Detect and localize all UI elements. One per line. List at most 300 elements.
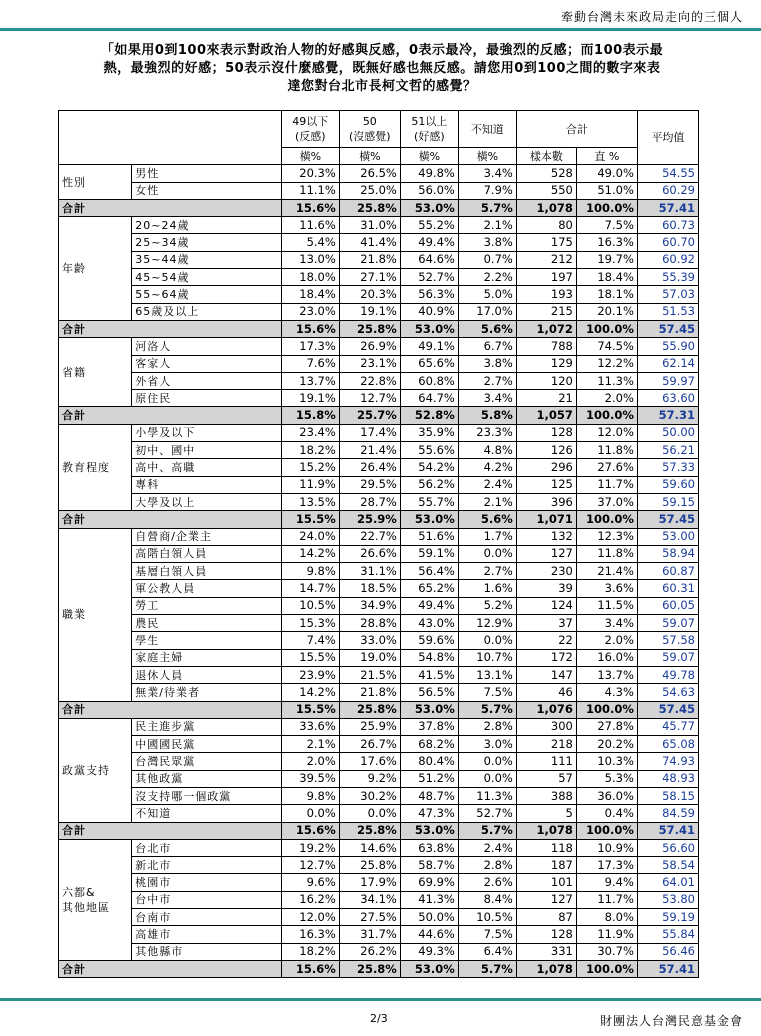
value-cell: 11.9% (576, 926, 637, 943)
value-cell: 2.8% (458, 857, 516, 874)
total-value-cell: 53.0% (400, 511, 458, 528)
value-cell: 17.3% (576, 857, 637, 874)
value-cell: 56.3% (400, 286, 458, 303)
total-value-cell: 25.8% (339, 960, 400, 977)
value-cell: 49.4% (400, 597, 458, 614)
value-cell: 36.0% (576, 787, 637, 804)
subgroup-label: 不知道 (132, 805, 282, 822)
value-cell: 54.2% (400, 459, 458, 476)
value-cell: 26.5% (339, 165, 400, 182)
value-cell: 59.6% (400, 632, 458, 649)
total-value-cell: 1,057 (516, 407, 576, 424)
subgroup-label: 軍公教人員 (132, 580, 282, 597)
value-cell: 30.2% (339, 787, 400, 804)
subheader-col-pct: 直 % (576, 148, 637, 165)
value-cell: 197 (516, 269, 576, 286)
value-cell: 28.8% (339, 615, 400, 632)
value-cell: 21.5% (339, 666, 400, 683)
subgroup-label: 65歲及以上 (132, 303, 282, 320)
group-label: 職業 (59, 528, 132, 701)
value-cell: 23.4% (281, 424, 339, 441)
average-cell: 53.80 (637, 891, 698, 908)
value-cell: 48.7% (400, 787, 458, 804)
subgroup-label: 55~64歲 (132, 286, 282, 303)
table-corner (59, 111, 282, 165)
subgroup-label: 家庭主婦 (132, 649, 282, 666)
value-cell: 26.7% (339, 736, 400, 753)
subgroup-label: 無業/待業者 (132, 684, 282, 701)
value-cell: 44.6% (400, 926, 458, 943)
value-cell: 17.9% (339, 874, 400, 891)
average-cell: 56.46 (637, 943, 698, 960)
value-cell: 28.7% (339, 493, 400, 510)
total-value-cell: 15.6% (281, 199, 339, 216)
value-cell: 7.5% (458, 926, 516, 943)
average-cell: 56.60 (637, 839, 698, 856)
value-cell: 51.2% (400, 770, 458, 787)
table-row (59, 165, 699, 182)
value-cell: 230 (516, 563, 576, 580)
total-row (59, 320, 699, 337)
average-cell: 58.94 (637, 545, 698, 562)
value-cell: 21.4% (576, 563, 637, 580)
subheader-row-pct: 橫% (281, 148, 339, 165)
value-cell: 14.2% (281, 684, 339, 701)
value-cell: 69.9% (400, 874, 458, 891)
value-cell: 31.1% (339, 563, 400, 580)
value-cell: 55.2% (400, 217, 458, 234)
average-cell: 60.87 (637, 563, 698, 580)
total-value-cell: 100.0% (576, 199, 637, 216)
page-number: 2/3 (370, 1012, 388, 1025)
question-text (62, 42, 702, 96)
total-average-cell: 57.41 (637, 199, 698, 216)
total-row (59, 407, 699, 424)
subgroup-label: 原住民 (132, 390, 282, 407)
col-header-negative-range: 49以下 (292, 115, 329, 128)
value-cell: 26.4% (339, 459, 400, 476)
subheader-row-pct: 橫% (400, 148, 458, 165)
value-cell: 7.4% (281, 632, 339, 649)
subgroup-label: 民主進步黨 (132, 718, 282, 735)
subgroup-label: 35~44歲 (132, 251, 282, 268)
value-cell: 19.1% (339, 303, 400, 320)
value-cell: 20.3% (339, 286, 400, 303)
value-cell: 16.0% (576, 649, 637, 666)
total-value-cell: 15.6% (281, 960, 339, 977)
value-cell: 23.0% (281, 303, 339, 320)
subgroup-label: 學生 (132, 632, 282, 649)
value-cell: 6.7% (458, 338, 516, 355)
value-cell: 10.3% (576, 753, 637, 770)
table-row (59, 718, 699, 735)
value-cell: 0.0% (281, 805, 339, 822)
subheader-row-pct: 橫% (339, 148, 400, 165)
subgroup-label: 45~54歲 (132, 269, 282, 286)
total-value-cell: 5.6% (458, 320, 516, 337)
value-cell: 5.2% (458, 597, 516, 614)
value-cell: 9.2% (339, 770, 400, 787)
value-cell: 8.0% (576, 909, 637, 926)
subgroup-label: 客家人 (132, 355, 282, 372)
total-row (59, 960, 699, 977)
value-cell: 26.2% (339, 943, 400, 960)
table-row (59, 563, 699, 580)
value-cell: 3.4% (576, 615, 637, 632)
group-label: 性別 (59, 165, 132, 200)
value-cell: 47.3% (400, 805, 458, 822)
value-cell: 300 (516, 718, 576, 735)
value-cell: 6.4% (458, 943, 516, 960)
table-row (59, 684, 699, 701)
value-cell: 55.7% (400, 493, 458, 510)
value-cell: 46 (516, 684, 576, 701)
value-cell: 17.6% (339, 753, 400, 770)
value-cell: 19.7% (576, 251, 637, 268)
subgroup-label: 其他縣市 (132, 943, 282, 960)
value-cell: 13.7% (576, 666, 637, 683)
value-cell: 0.0% (458, 753, 516, 770)
average-cell: 50.00 (637, 424, 698, 441)
total-label: 合計 (59, 822, 282, 839)
value-cell: 25.9% (339, 718, 400, 735)
value-cell: 49.3% (400, 943, 458, 960)
value-cell: 31.0% (339, 217, 400, 234)
value-cell: 788 (516, 338, 576, 355)
value-cell: 10.7% (458, 649, 516, 666)
value-cell: 43.0% (400, 615, 458, 632)
value-cell: 7.5% (576, 217, 637, 234)
value-cell: 18.5% (339, 580, 400, 597)
total-value-cell: 25.8% (339, 822, 400, 839)
table-row (59, 493, 699, 510)
value-cell: 13.0% (281, 251, 339, 268)
value-cell: 218 (516, 736, 576, 753)
table-body (59, 165, 699, 978)
value-cell: 14.2% (281, 545, 339, 562)
subgroup-label: 其他政黨 (132, 770, 282, 787)
value-cell: 2.0% (281, 753, 339, 770)
average-cell: 84.59 (637, 805, 698, 822)
value-cell: 193 (516, 286, 576, 303)
value-cell: 41.4% (339, 234, 400, 251)
group-label-line: 其他地區 (62, 900, 110, 914)
value-cell: 0.0% (458, 770, 516, 787)
value-cell: 0.0% (458, 545, 516, 562)
total-value-cell: 5.7% (458, 822, 516, 839)
value-cell: 18.2% (281, 442, 339, 459)
value-cell: 49.8% (400, 165, 458, 182)
value-cell: 56.2% (400, 476, 458, 493)
table-row (59, 926, 699, 943)
table-row (59, 805, 699, 822)
value-cell: 3.8% (458, 355, 516, 372)
value-cell: 7.5% (458, 684, 516, 701)
table-row (59, 943, 699, 960)
table-row (59, 234, 699, 251)
value-cell: 17.0% (458, 303, 516, 320)
group-label: 省籍 (59, 338, 132, 407)
value-cell: 80 (516, 217, 576, 234)
table-row (59, 615, 699, 632)
value-cell: 22.7% (339, 528, 400, 545)
total-label: 合計 (59, 199, 282, 216)
value-cell: 56.4% (400, 563, 458, 580)
value-cell: 22 (516, 632, 576, 649)
group-label (59, 839, 132, 960)
table-row (59, 666, 699, 683)
value-cell: 63.8% (400, 839, 458, 856)
value-cell: 58.7% (400, 857, 458, 874)
total-label: 合計 (59, 320, 282, 337)
value-cell: 2.1% (458, 217, 516, 234)
value-cell: 11.9% (281, 476, 339, 493)
average-cell: 74.93 (637, 753, 698, 770)
average-cell: 57.58 (637, 632, 698, 649)
value-cell: 17.4% (339, 424, 400, 441)
value-cell: 331 (516, 943, 576, 960)
subgroup-label: 台北市 (132, 839, 282, 856)
value-cell: 0.4% (576, 805, 637, 822)
total-value-cell: 5.7% (458, 960, 516, 977)
total-row (59, 511, 699, 528)
subgroup-label: 20~24歲 (132, 217, 282, 234)
value-cell: 11.7% (576, 476, 637, 493)
total-value-cell: 15.5% (281, 701, 339, 718)
value-cell: 25.0% (339, 182, 400, 199)
value-cell: 4.8% (458, 442, 516, 459)
average-cell: 59.15 (637, 493, 698, 510)
value-cell: 12.7% (339, 390, 400, 407)
total-value-cell: 53.0% (400, 199, 458, 216)
subheader-sample-size: 樣本數 (516, 148, 576, 165)
value-cell: 49.1% (400, 338, 458, 355)
value-cell: 7.9% (458, 182, 516, 199)
total-value-cell: 1,071 (516, 511, 576, 528)
value-cell: 59.1% (400, 545, 458, 562)
value-cell: 39 (516, 580, 576, 597)
total-row (59, 199, 699, 216)
total-row (59, 822, 699, 839)
value-cell: 3.8% (458, 234, 516, 251)
col-header-unknown: 不知道 (458, 111, 516, 148)
value-cell: 39.5% (281, 770, 339, 787)
col-header-neutral-range: 50 (362, 115, 377, 128)
value-cell: 27.6% (576, 459, 637, 476)
total-value-cell: 1,078 (516, 960, 576, 977)
value-cell: 33.0% (339, 632, 400, 649)
table-row (59, 770, 699, 787)
total-label: 合計 (59, 960, 282, 977)
total-value-cell: 15.6% (281, 822, 339, 839)
subgroup-label: 專科 (132, 476, 282, 493)
value-cell: 7.6% (281, 355, 339, 372)
value-cell: 18.4% (281, 286, 339, 303)
value-cell: 550 (516, 182, 576, 199)
subgroup-label: 農民 (132, 615, 282, 632)
value-cell: 129 (516, 355, 576, 372)
value-cell: 16.3% (576, 234, 637, 251)
value-cell: 212 (516, 251, 576, 268)
subgroup-label: 台南市 (132, 909, 282, 926)
total-value-cell: 25.7% (339, 407, 400, 424)
total-row (59, 701, 699, 718)
table-row (59, 909, 699, 926)
value-cell: 52.7% (400, 269, 458, 286)
table-row (59, 303, 699, 320)
subgroup-label: 台灣民眾黨 (132, 753, 282, 770)
table-row (59, 753, 699, 770)
value-cell: 12.7% (281, 857, 339, 874)
value-cell: 56.5% (400, 684, 458, 701)
total-value-cell: 5.8% (458, 407, 516, 424)
average-cell: 54.55 (637, 165, 698, 182)
average-cell: 55.90 (637, 338, 698, 355)
subgroup-label: 高中、高職 (132, 459, 282, 476)
value-cell: 2.6% (458, 874, 516, 891)
value-cell: 20.2% (576, 736, 637, 753)
total-value-cell: 53.0% (400, 960, 458, 977)
value-cell: 21.4% (339, 442, 400, 459)
table-row (59, 632, 699, 649)
table-row (59, 874, 699, 891)
value-cell: 40.9% (400, 303, 458, 320)
total-value-cell: 100.0% (576, 822, 637, 839)
total-value-cell: 100.0% (576, 701, 637, 718)
value-cell: 41.3% (400, 891, 458, 908)
value-cell: 5.0% (458, 286, 516, 303)
subgroup-label: 沒支持哪一個政黨 (132, 787, 282, 804)
value-cell: 23.3% (458, 424, 516, 441)
value-cell: 68.2% (400, 736, 458, 753)
average-cell: 49.78 (637, 666, 698, 683)
value-cell: 52.7% (458, 805, 516, 822)
subheader-row-pct: 橫% (458, 148, 516, 165)
average-cell: 59.19 (637, 909, 698, 926)
value-cell: 132 (516, 528, 576, 545)
total-value-cell: 5.7% (458, 701, 516, 718)
group-label: 教育程度 (59, 424, 132, 510)
table-row (59, 251, 699, 268)
value-cell: 11.8% (576, 442, 637, 459)
average-cell: 64.01 (637, 874, 698, 891)
subgroup-label: 高階白領人員 (132, 545, 282, 562)
col-header-positive-range: 51以上 (411, 115, 448, 128)
value-cell: 9.8% (281, 787, 339, 804)
value-cell: 11.3% (576, 372, 637, 389)
value-cell: 15.3% (281, 615, 339, 632)
col-header-negative-label: (反感) (295, 130, 326, 143)
table-row (59, 736, 699, 753)
value-cell: 20.3% (281, 165, 339, 182)
total-value-cell: 100.0% (576, 960, 637, 977)
average-cell: 51.53 (637, 303, 698, 320)
value-cell: 15.2% (281, 459, 339, 476)
average-cell: 59.07 (637, 615, 698, 632)
average-cell: 54.63 (637, 684, 698, 701)
value-cell: 2.8% (458, 718, 516, 735)
value-cell: 14.7% (281, 580, 339, 597)
value-cell: 11.7% (576, 891, 637, 908)
value-cell: 18.2% (281, 943, 339, 960)
value-cell: 26.9% (339, 338, 400, 355)
value-cell: 126 (516, 442, 576, 459)
value-cell: 22.8% (339, 372, 400, 389)
subgroup-label: 河洛人 (132, 338, 282, 355)
value-cell: 10.9% (576, 839, 637, 856)
value-cell: 15.5% (281, 649, 339, 666)
value-cell: 9.8% (281, 563, 339, 580)
value-cell: 10.5% (458, 909, 516, 926)
value-cell: 128 (516, 424, 576, 441)
value-cell: 12.2% (576, 355, 637, 372)
footer-rule (0, 998, 761, 1001)
value-cell: 60.8% (400, 372, 458, 389)
average-cell: 60.92 (637, 251, 698, 268)
value-cell: 9.4% (576, 874, 637, 891)
total-value-cell: 52.8% (400, 407, 458, 424)
table-row (59, 286, 699, 303)
value-cell: 29.5% (339, 476, 400, 493)
subgroup-label: 初中、國中 (132, 442, 282, 459)
value-cell: 128 (516, 926, 576, 943)
value-cell: 13.1% (458, 666, 516, 683)
subgroup-label: 男性 (132, 165, 282, 182)
value-cell: 2.4% (458, 839, 516, 856)
value-cell: 24.0% (281, 528, 339, 545)
value-cell: 49.0% (576, 165, 637, 182)
average-cell: 60.73 (637, 217, 698, 234)
header-title: 牽動台灣未來政局走向的三個人 (560, 10, 743, 24)
subgroup-label: 新北市 (132, 857, 282, 874)
value-cell: 27.1% (339, 269, 400, 286)
value-cell: 3.0% (458, 736, 516, 753)
value-cell: 296 (516, 459, 576, 476)
subgroup-label: 退休人員 (132, 666, 282, 683)
table-row (59, 787, 699, 804)
question-line-2: 熱，最強烈的好感；50表示沒什麼感覺，既無好感也無反感。請您用0到100之間的數字來表 (103, 61, 661, 76)
table-row (59, 649, 699, 666)
value-cell: 12.9% (458, 615, 516, 632)
col-header-total: 合計 (516, 111, 637, 148)
value-cell: 27.8% (576, 718, 637, 735)
results-table (58, 110, 699, 978)
value-cell: 12.0% (576, 424, 637, 441)
value-cell: 147 (516, 666, 576, 683)
subgroup-label: 自營商/企業主 (132, 528, 282, 545)
value-cell: 120 (516, 372, 576, 389)
value-cell: 388 (516, 787, 576, 804)
value-cell: 35.9% (400, 424, 458, 441)
value-cell: 64.7% (400, 390, 458, 407)
question-line-1: 「如果用0到100來表示對政治人物的好感與反感，0表示最冷，最強烈的反感；而100表示最 (100, 43, 664, 58)
value-cell: 16.3% (281, 926, 339, 943)
value-cell: 3.4% (458, 390, 516, 407)
value-cell: 37 (516, 615, 576, 632)
average-cell: 53.00 (637, 528, 698, 545)
average-cell: 58.54 (637, 857, 698, 874)
question-line-3: 達您對台北市長柯文哲的感覺？ (287, 79, 477, 94)
value-cell: 80.4% (400, 753, 458, 770)
value-cell: 37.0% (576, 493, 637, 510)
value-cell: 57 (516, 770, 576, 787)
value-cell: 30.7% (576, 943, 637, 960)
table-row (59, 182, 699, 199)
value-cell: 127 (516, 891, 576, 908)
total-value-cell: 15.8% (281, 407, 339, 424)
subgroup-label: 大學及以上 (132, 493, 282, 510)
value-cell: 528 (516, 165, 576, 182)
